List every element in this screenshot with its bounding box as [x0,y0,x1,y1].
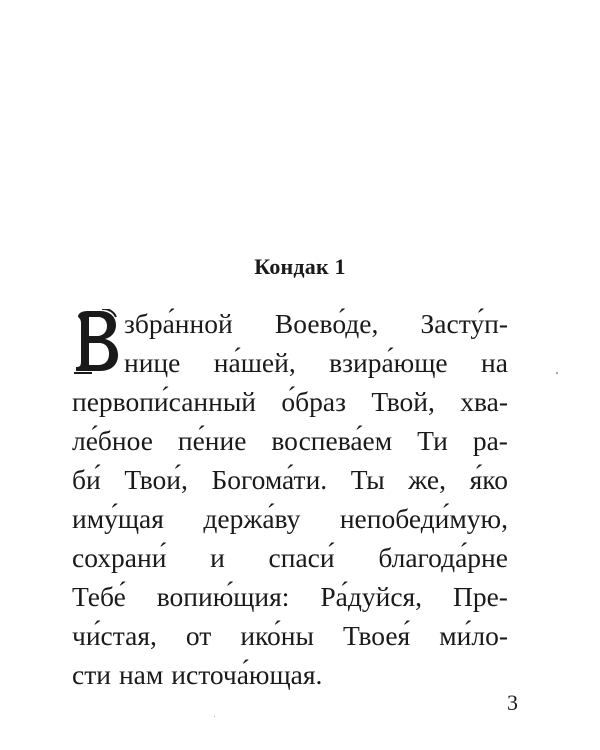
text-line: сти нам источа́ющая. [72,659,323,690]
text-line: ле́бное пе́ние воспева́ем Ти ра- [72,425,508,456]
text-line: иму́щая держа́ву непобеди́мую, [72,503,508,534]
text-line: збра́нной Воево́де, Засту́п- [124,308,508,339]
kontakion-heading: Кондак 1 [254,254,346,279]
text-line: би́ Твои́, Богома́ти. Ты же, я́ко [72,464,508,495]
prayer-text [72,304,508,694]
text-line: чи́стая, от ико́ны Твоея́ ми́ло- [72,620,508,651]
text-line: сохрани́ и спаси́ благода́рне [72,542,508,573]
paper-speck [556,372,558,374]
text-line: Тебе́ вопию́щия: Ра́дуйся, Пре- [72,581,508,612]
paper-speck [214,716,215,717]
text-line: нице на́шей, взира́юще на [124,347,508,378]
page-number: 3 [507,690,518,715]
text-line: первопи́санный о́браз Твой, хва- [72,386,508,417]
